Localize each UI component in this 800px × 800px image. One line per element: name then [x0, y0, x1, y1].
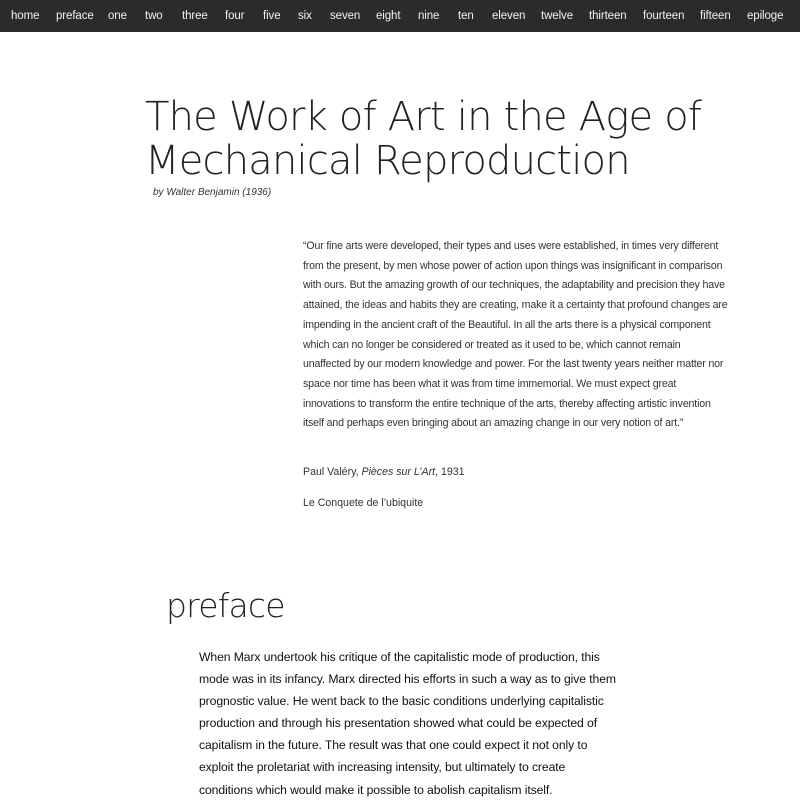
epigraph-quote: “Our fine arts were developed, their types and uses were established, in times very different from the present, by men whose power of action upon things was insignificant in comparison with ours. But the amazing growth of our techniques, the adaptability and precision they have attained, the ideas and habits they are creating, make it a certainty that profound changes are impending in the ancient craft of the Beautiful. In all the arts there is a physical component which can no longer be considered or treated as it used to be, which cannot remain unaffected by our modern knowledge and power. For the last twenty years neither matter nor space nor time has been what it was from time immemorial. We must expect great innovations to transform the entire technique of the arts, thereby affecting artistic invention itself and perhaps even bringing about an amazing change in our very notion of art.” [303, 240, 728, 430]
epigraph-attribution [303, 466, 465, 478]
nav-link-two[interactable]: two [145, 10, 163, 22]
nav-link-nine[interactable]: nine [418, 10, 440, 22]
nav-link-twelve[interactable]: twelve [541, 10, 573, 22]
section-heading-preface: preface [166, 586, 285, 625]
nav-link-eight[interactable]: eight [376, 10, 401, 22]
nav-link-home[interactable]: home [11, 10, 40, 22]
nav-link-thirteen[interactable]: thirteen [589, 10, 627, 22]
nav-link-ten[interactable]: ten [458, 10, 474, 22]
byline: by Walter Benjamin (1936) [153, 187, 272, 198]
nav-link-epiloge[interactable]: epiloge [747, 10, 784, 22]
nav-link-fifteen[interactable]: fifteen [700, 10, 731, 22]
section-body-preface: When Marx undertook his critique of the capitalistic mode of production, this mode was in its infancy. Marx directed his efforts in such a way as to give them prognostic value. He went back to the basic conditions underlying capitalistic production and through his presentation showed what could be expected of capitalism in the future. The result was that one could expect it not only to exploit the proletariat with increasing intensity, but ultimately to create conditions which would make it possible to abolish capitalism itself. [199, 650, 616, 797]
nav-link-three[interactable]: three [182, 10, 208, 22]
nav-link-preface[interactable]: preface [56, 10, 94, 22]
nav-link-fourteen[interactable]: fourteen [643, 10, 685, 22]
attribution-year: , 1931 [435, 466, 465, 478]
attribution-author: Paul Valéry, [303, 466, 359, 478]
epigraph-subnote: Le Conquete de l’ubiquite [303, 497, 424, 509]
attribution-work: Pièces sur L’Art [361, 466, 436, 478]
nav-link-one[interactable]: one [108, 10, 127, 22]
nav-link-five[interactable]: five [263, 10, 281, 22]
page-title-line-2: Mechanical Reproduction [145, 138, 630, 184]
page-title-line-1: The Work of Art in the Age of [145, 94, 702, 140]
nav-link-seven[interactable]: seven [330, 10, 361, 22]
page-title [145, 95, 765, 183]
nav-link-four[interactable]: four [225, 10, 245, 22]
top-navigation [0, 0, 800, 32]
epigraph [303, 237, 728, 434]
nav-link-eleven[interactable]: eleven [492, 10, 526, 22]
nav-link-six[interactable]: six [298, 10, 312, 22]
